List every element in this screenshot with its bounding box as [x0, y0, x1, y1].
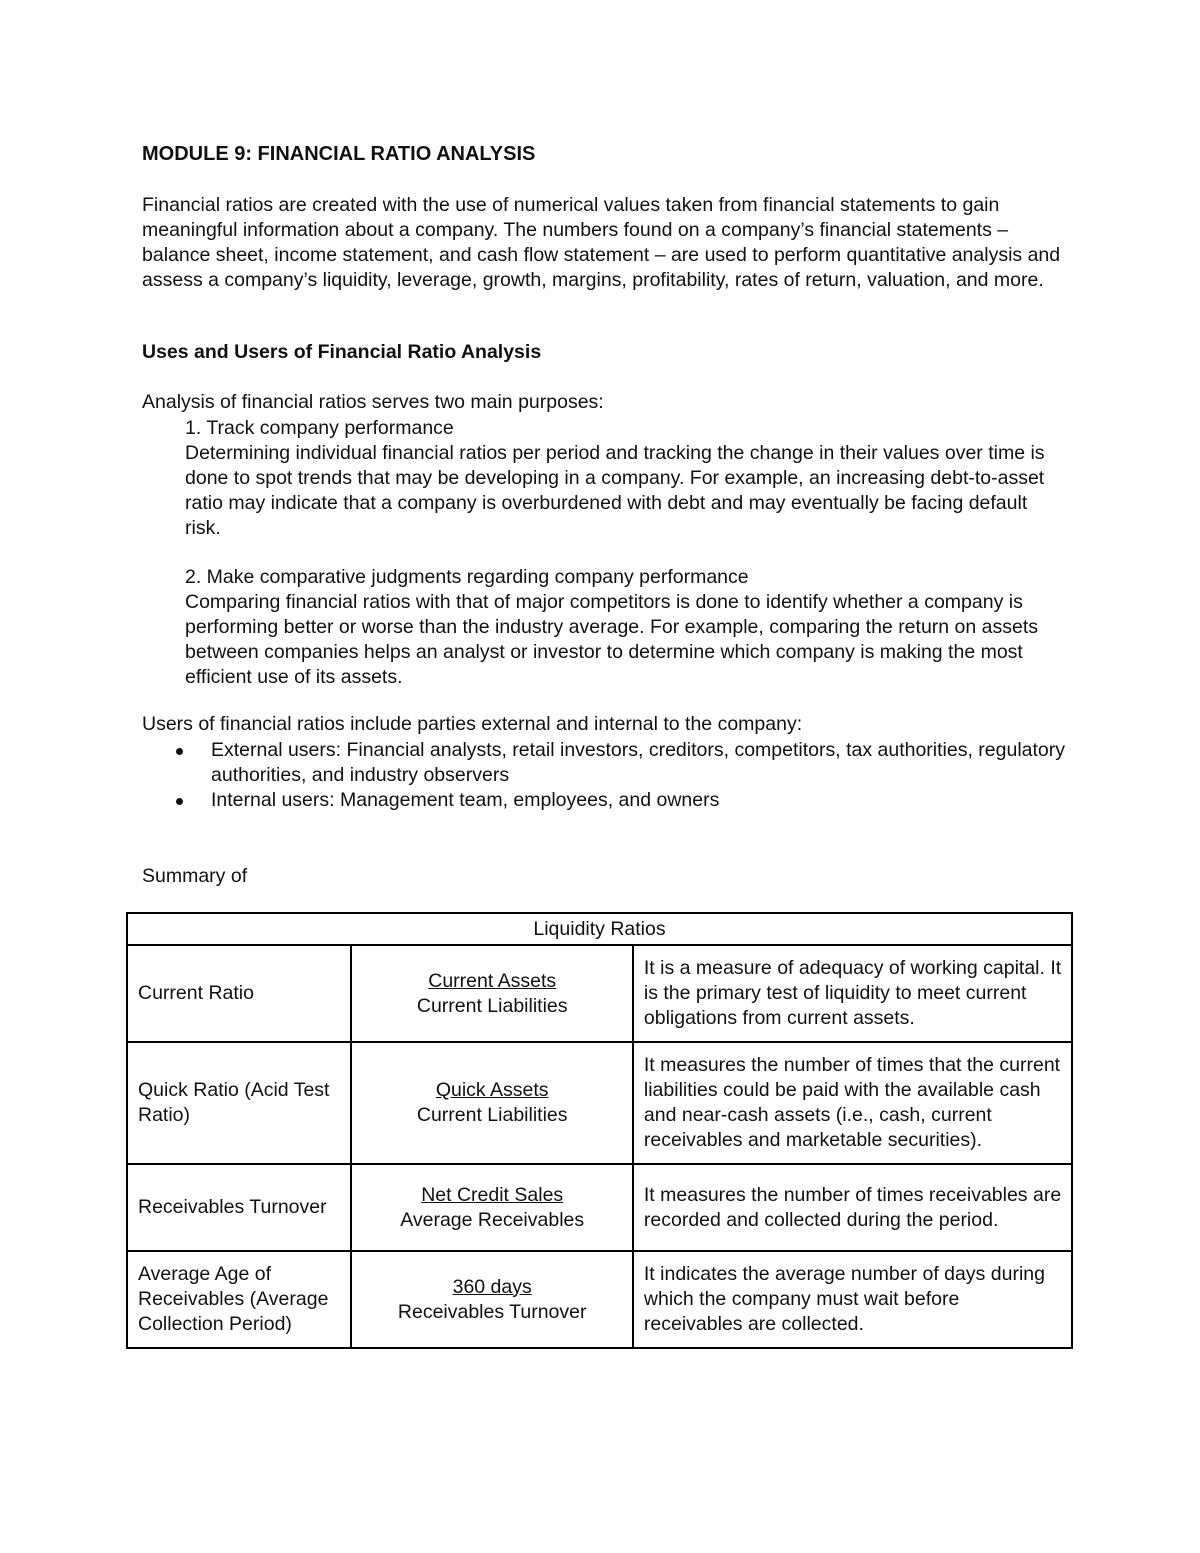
purpose-title: 2. Make comparative judgments regarding company performance — [185, 566, 749, 588]
ratio-formula — [351, 1164, 632, 1251]
ratio-name: Average Age of Receivables (Average Collection Period) — [127, 1251, 351, 1348]
formula-numerator: 360 days — [452, 1275, 532, 1298]
table-row — [127, 1042, 1072, 1164]
table-row — [127, 945, 1072, 1042]
list-item-text: External users: Financial analysts, retail investors, creditors, competitors, tax authorities, regulatory authorities, and industry observers — [211, 739, 1066, 786]
ratio-description: It measures the number of times receivables are recorded and collected during the period. — [633, 1164, 1072, 1251]
purpose-2 — [185, 565, 1065, 690]
formula-numerator: Quick Assets — [435, 1079, 549, 1101]
bullet-icon — [176, 748, 183, 755]
formula-numerator: Current Assets — [428, 969, 557, 992]
ratio-formula — [351, 1042, 632, 1164]
formula-denominator: Current Liabilities — [416, 1104, 568, 1126]
list-item-text: Internal users: Management team, employees, and owners — [211, 789, 720, 811]
users-intro: Users of financial ratios include parties external and internal to the company: — [142, 713, 803, 735]
list-item — [142, 738, 1072, 788]
intro-paragraph: Financial ratios are created with the use of numerical values taken from financial statements to gain meaningful information about a company. The numbers found on a company’s financial statements – balance sheet, income statement, and cash flow statement – are used to perform quantitative analysis and assess a company’s liquidity, leverage, growth, margins, profitability, rates of return, valuation, and more. — [142, 194, 1061, 291]
ratio-formula — [351, 1251, 632, 1348]
ratio-description: It measures the number of times that the current liabilities could be paid with the available cash and near-cash assets (i.e., cash, current receivables and marketable securities). — [633, 1042, 1072, 1164]
table-row — [127, 1164, 1072, 1251]
module-title: MODULE 9: FINANCIAL RATIO ANALYSIS — [142, 143, 536, 165]
ratio-name: Receivables Turnover — [127, 1164, 351, 1251]
purpose-text: Determining individual financial ratios per period and tracking the change in their values over time is done to spot trends that may be developing in a company. For example, an increasing debt-to-asset ratio may indicate that a company is overburdened with debt and may eventually be facing default risk. — [185, 442, 1045, 539]
formula-denominator: Receivables Turnover — [397, 1300, 587, 1323]
purpose-text: Comparing financial ratios with that of major competitors is done to identify whether a company is performing better or worse than the industry average. For example, comparing the return on assets between companies helps an analyst or investor to determine which company is making the most efficient use of its assets. — [185, 591, 1039, 688]
table-row — [127, 1251, 1072, 1348]
list-item — [142, 788, 1072, 813]
ratio-description: It is a measure of adequacy of working capital. It is the primary test of liquidity to meet current obligations from current assets. — [633, 945, 1072, 1042]
purpose-title: 1. Track company performance — [185, 417, 454, 439]
ratio-name: Quick Ratio (Acid Test Ratio) — [127, 1042, 351, 1164]
summary-label: Summary of — [142, 865, 248, 887]
bullet-icon — [176, 798, 183, 805]
liquidity-ratios-table — [126, 912, 1073, 1349]
formula-numerator: Net Credit Sales — [421, 1183, 564, 1206]
ratio-name: Current Ratio — [127, 945, 351, 1042]
ratio-formula — [351, 945, 632, 1042]
formula-denominator: Average Receivables — [400, 1208, 585, 1231]
uses-heading: Uses and Users of Financial Ratio Analysis — [142, 341, 542, 363]
purpose-1 — [185, 416, 1065, 541]
ratio-description: It indicates the average number of days during which the company must wait before receivables are collected. — [633, 1251, 1072, 1348]
users-list — [142, 738, 1072, 813]
uses-intro: Analysis of financial ratios serves two main purposes: — [142, 391, 604, 413]
table-header: Liquidity Ratios — [127, 913, 1072, 945]
formula-denominator: Current Liabilities — [416, 994, 568, 1017]
